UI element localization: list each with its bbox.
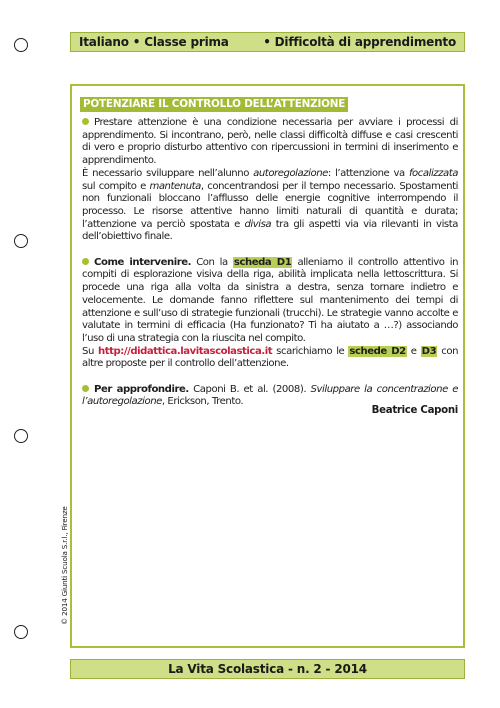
page-footer: [70, 659, 465, 679]
article-body: [82, 117, 458, 409]
didattica-link[interactable]: http://didattica.lavitascolastica.it: [98, 345, 273, 357]
scheda-d3-highlight: D3: [421, 345, 437, 357]
paragraph-intro: Prestare attenzione è una condizione necessaria per avviare i processi di apprendimento. Si incontrano, però, nelle classi difficoltà diffuse e casi crescenti di vero e proprio disturbo attentivo con ripercussioni in termini di inserimento e apprendimento.: [82, 117, 458, 167]
lead-come-intervenire: Come intervenire.: [94, 256, 192, 268]
bullet-icon: [82, 258, 89, 265]
copyright-notice: © 2014 Giunti Scuola S.r.l., Firenze: [60, 506, 69, 625]
binder-hole: [14, 429, 28, 443]
schede-d2-highlight: schede D2: [349, 345, 406, 357]
paragraph-autoregolazione: È necessario sviluppare nell’alunno autoregolazione: l’attenzione va focalizzata sul compito e mantenuta, concentrandosi per il tempo necessario. Spostamenti non funzionali bloccano l’afflusso delle energie cognitive interrompendo il processo. Le risorse attentive hanno limiti naturali di quantità e durata; l’attenzione va perciò spostata e divisa tra gli aspetti via via rilevanti in vista dell’obiettivo finale.: [82, 167, 458, 243]
paragraph-approfondire: Per approfondire. Caponi B. et al. (2008). Sviluppare la concentrazione e l’autoregolazione, Erickson, Trento.: [82, 383, 458, 408]
section-title: POTENZIARE IL CONTROLLO DELL’ATTENZIONE: [80, 97, 348, 112]
author-name: Beatrice Caponi: [371, 405, 458, 416]
header-subject: Italiano • Classe prima: [79, 35, 229, 49]
lead-per-approfondire: Per approfondire.: [94, 383, 189, 395]
paragraph-come-intervenire: Come intervenire. Con la scheda D1 alleniamo il controllo attentivo in compiti di esplorazione visiva della riga, abilità implicata nella lettoscrittura. Si procede una riga alla volta da sinistra a destra, senza tornare indietro e velocemente. Le domande fanno riflettere sul mantenimento dei tempi di attenzione e sull’uso di strategie funzionali (trucchi). Le strategie vanno accolte e valutate in termini di efficacia (Ha funzionato? Ti ha aiutato a …?) associando l’uso di una strategia con la riuscita nel compito.: [82, 256, 459, 344]
page-header: [70, 32, 465, 52]
header-topic: • Difficoltà di apprendimento: [263, 35, 456, 49]
scheda-d1-highlight: scheda D1: [233, 256, 292, 268]
binder-hole: [14, 625, 28, 639]
binder-hole: [14, 234, 28, 248]
paragraph-download: Su http://didattica.lavitascolastica.it scarichiamo le schede D2 e D3 con altre proposte per il controllo dell’attenzione.: [82, 345, 459, 370]
binder-hole: [14, 38, 28, 52]
bullet-icon: [82, 385, 89, 392]
footer-publication: La Vita Scolastica - n. 2 - 2014: [168, 662, 367, 676]
bullet-icon: [82, 118, 89, 125]
